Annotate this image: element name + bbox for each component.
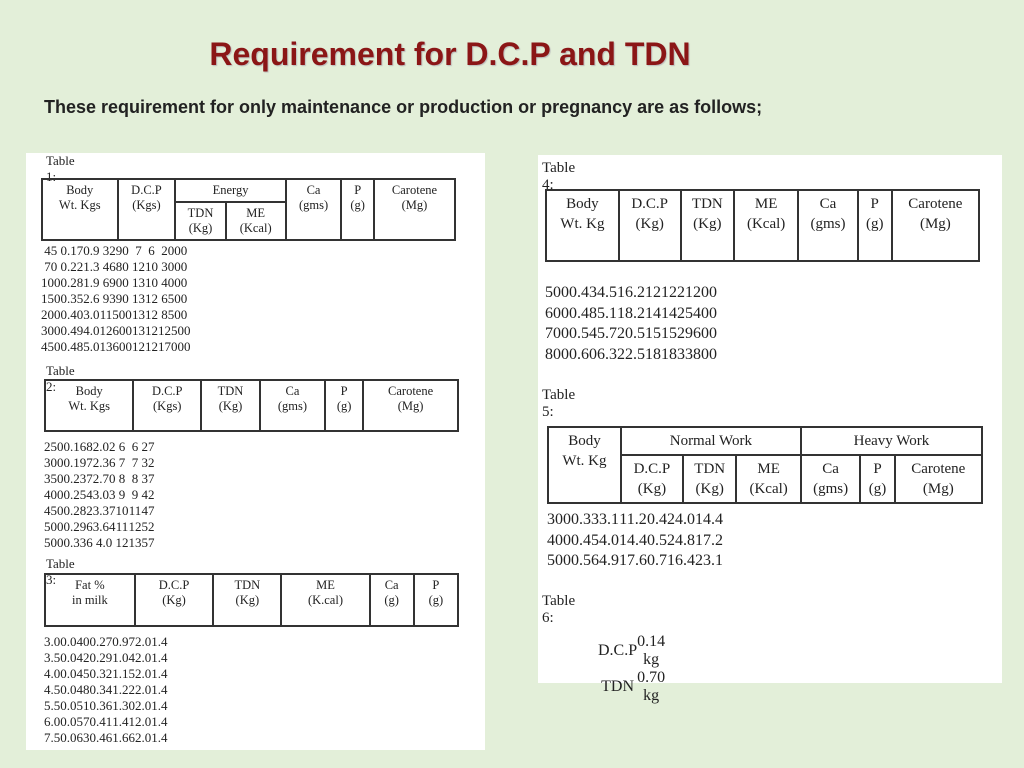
table-cell: 0.282 <box>63 503 93 518</box>
column-header: P (g) <box>860 455 894 503</box>
table-cell: 17000 <box>158 339 191 354</box>
table-cell: 10 <box>145 259 158 274</box>
column-header: ME (Kcal) <box>734 190 798 261</box>
table-cell: 11500 <box>99 307 132 322</box>
table-cell: 0.70 kg <box>637 669 666 704</box>
right-tables-image <box>538 155 1002 704</box>
table-cell: 400 <box>44 487 64 502</box>
table-cell: 12 <box>145 307 158 322</box>
table-row <box>44 519 155 535</box>
column-header: Ca (gms) <box>286 179 342 240</box>
table-cell: 6900 <box>102 275 129 290</box>
table-cell: 3.0 <box>44 634 61 649</box>
table-cell: 100 <box>41 275 61 290</box>
table-body <box>547 510 723 572</box>
table-cell: 1.41 <box>112 714 135 729</box>
column-header: Ca (gms) <box>798 190 857 261</box>
column-header: Carotene (Mg) <box>363 380 458 431</box>
table-row <box>44 698 168 714</box>
table-cell: 14.4 <box>695 511 723 529</box>
table-cell: 13 <box>132 291 145 306</box>
table-cell: 14 <box>661 304 677 322</box>
table-cell: 3.37 <box>92 503 116 518</box>
table-cell: 13 <box>132 307 145 322</box>
table-cell: 8 <box>131 471 139 486</box>
table-cell: 6 <box>118 439 126 454</box>
table-cell: 12 <box>132 259 145 274</box>
table-cell: 0.051 <box>60 698 90 713</box>
table-row <box>44 634 168 650</box>
table-row <box>598 633 665 669</box>
table-cell: 3290 <box>102 243 129 258</box>
table-cell: 0.48 <box>569 304 597 322</box>
table-row <box>547 510 723 531</box>
table-cell: 12 <box>132 339 145 354</box>
table-cell: 4.0 <box>96 535 113 550</box>
column-header: ME (K.cal) <box>281 574 369 626</box>
table-cell: 17.6 <box>619 552 647 570</box>
table-cell: 3.03 <box>92 487 116 502</box>
table-cell: 4.5 <box>597 284 617 302</box>
table-cell: 800 <box>545 346 569 364</box>
table-row <box>41 307 191 323</box>
column-header: Carotene (Mg) <box>895 455 982 503</box>
table-cell: TDN <box>601 678 634 695</box>
table-cell: 8500 <box>161 307 188 322</box>
table-cell: 0.28 <box>60 275 84 290</box>
table-cell: 0.34 <box>89 682 113 697</box>
table-cell: 0.042 <box>60 650 90 665</box>
table-body <box>44 634 168 746</box>
table-cell: 47 <box>141 503 155 518</box>
column-header: Ca (gms) <box>801 455 861 503</box>
column-header: Body Wt. Kgs <box>45 380 133 431</box>
column-header: P (g) <box>325 380 363 431</box>
table-cell: 0.237 <box>63 471 93 486</box>
table-cell: 1.4 <box>151 698 168 713</box>
column-header: D.C.P (Kg) <box>621 455 683 503</box>
table-cell: 52 <box>141 519 155 534</box>
table-row <box>44 682 168 698</box>
table-cell: 13 <box>132 323 145 338</box>
table-cell: 10 <box>115 503 129 518</box>
column-header: Body Wt. Kg <box>546 190 619 261</box>
table-label: Table 2: <box>46 363 75 394</box>
table-cell: 0.42 <box>647 511 675 529</box>
table-header <box>41 178 456 241</box>
table-row <box>41 339 191 355</box>
table-cell: 29600 <box>677 325 717 343</box>
table-cell: 6 <box>148 243 155 258</box>
table-cell: 1.66 <box>112 730 135 745</box>
table-cell: 5.1 <box>597 304 617 322</box>
table-cell: 18 <box>645 346 661 364</box>
table-cell: 0.9 <box>83 243 100 258</box>
table-cell: 350 <box>44 471 64 486</box>
table-cell: 500 <box>545 284 569 302</box>
table-cell: 11 <box>128 503 142 518</box>
table-header <box>44 379 459 432</box>
table-cell: 250 <box>44 439 64 454</box>
table-cell: 600 <box>545 304 569 322</box>
table-cell: 12500 <box>158 323 191 338</box>
table-row <box>41 323 191 339</box>
table-cell: 2.0 <box>135 698 152 713</box>
table-cell: 1.04 <box>112 650 135 665</box>
table-cell: 2000 <box>161 243 188 258</box>
column-header: Ca (gms) <box>260 380 325 431</box>
table-cell: 4.0 <box>44 666 61 681</box>
table-cell: 12 <box>145 291 158 306</box>
table-cell: 0.46 <box>89 730 113 745</box>
table-cell: 0.32 <box>89 666 113 681</box>
table-cell: 4.0 <box>675 511 695 529</box>
table-row <box>545 304 717 325</box>
table-cell: 500 <box>44 519 64 534</box>
table-cell: 3.0 <box>83 307 100 322</box>
table-cell: 0.40 <box>60 307 84 322</box>
table-cell: 3000 <box>161 259 188 274</box>
column-header: Carotene (Mg) <box>892 190 979 261</box>
table-cell: 4.5 <box>44 682 61 697</box>
table-cell: 6.4 <box>675 552 695 570</box>
table-cell: 12 <box>645 284 661 302</box>
table-cell: 4.0 <box>599 531 619 549</box>
table-cell: 0.27 <box>89 634 113 649</box>
table-cell: 500 <box>44 535 64 550</box>
column-header: ME (Kcal) <box>226 202 286 240</box>
table-cell: 1.4 <box>151 730 168 745</box>
table-row <box>41 275 191 291</box>
slide-subtitle: These requirement for only maintenance or production or pregnancy are as follows; <box>44 97 763 117</box>
table-cell: 1.4 <box>151 714 168 729</box>
table-cell: 11.2 <box>619 511 647 529</box>
column-header: TDN (Kg) <box>683 455 737 503</box>
table-cell: 13 <box>132 275 145 290</box>
table-cell: 1.4 <box>151 650 168 665</box>
table-cell: 200 <box>41 307 61 322</box>
table-label: Table 6: <box>542 593 576 626</box>
table-row <box>545 345 717 366</box>
column-header: ME (Kcal) <box>736 455 800 503</box>
table-cell: 0.254 <box>63 487 93 502</box>
column-header: Normal Work <box>621 427 801 455</box>
column-header: Ca (g) <box>370 574 414 626</box>
table-label: Table 3: <box>46 556 75 587</box>
table-row <box>547 551 723 572</box>
table-cell: 5.5 <box>44 698 61 713</box>
table-cell: 18.2 <box>617 304 645 322</box>
table-cell: 6 <box>131 439 139 454</box>
table-cell: 12 <box>145 339 158 354</box>
table-cell: 12 <box>115 535 129 550</box>
table-cell: 21200 <box>677 284 717 302</box>
column-header: D.C.P (Kgs) <box>118 179 176 240</box>
table-cell: 15 <box>645 325 661 343</box>
table-cell: 4680 <box>102 259 129 274</box>
table-cell: 0.045 <box>60 666 90 681</box>
table-row <box>41 291 191 307</box>
column-header: Fat % in milk <box>45 574 135 626</box>
column-header: TDN (Kg) <box>201 380 260 431</box>
table-row <box>44 730 168 746</box>
table-cell: 12 <box>128 519 142 534</box>
table-body <box>44 439 155 551</box>
table-cell: 4.8 <box>675 531 695 549</box>
table-row <box>44 650 168 666</box>
column-header: D.C.P (Kgs) <box>133 380 201 431</box>
table-cell: 10 <box>145 275 158 290</box>
table-cell: 7 <box>118 455 126 470</box>
table-cell: 0.41 <box>89 714 113 729</box>
table-row <box>545 283 717 304</box>
column-header: Heavy Work <box>801 427 982 455</box>
table-cell: 2.70 <box>92 471 116 486</box>
table-cell: 6.3 <box>597 346 617 364</box>
table-cell: 18 <box>661 346 677 364</box>
table-cell: 0.29 <box>89 650 113 665</box>
table-cell: 500 <box>547 552 571 570</box>
table-cell: 27 <box>141 439 155 454</box>
table-cell: 2.0 <box>135 666 152 681</box>
table-cell: 4000 <box>161 275 188 290</box>
table-cell: 1.9 <box>83 275 100 290</box>
column-header: TDN (Kg) <box>681 190 734 261</box>
table-cell: 0.45 <box>571 531 599 549</box>
table-cell: 3.1 <box>599 511 619 529</box>
table-cell: 22.5 <box>617 346 645 364</box>
table-cell: 6.0 <box>44 714 61 729</box>
table-row <box>545 324 717 345</box>
table-row <box>44 439 155 455</box>
table-cell: 20.5 <box>617 325 645 343</box>
table-cell: 4.0 <box>83 323 100 338</box>
table-cell: 300 <box>547 511 571 529</box>
table-cell: 0.057 <box>60 714 90 729</box>
table-cell: 14.4 <box>619 531 647 549</box>
table-cell: 33800 <box>677 346 717 364</box>
table-cell: 1.4 <box>151 634 168 649</box>
table-cell: 0.296 <box>63 519 93 534</box>
table-row <box>41 259 191 275</box>
table-cell: 12600 <box>99 323 132 338</box>
table-cell: 23.1 <box>695 552 723 570</box>
table-cell: 2.6 <box>83 291 100 306</box>
column-header: TDN (Kg) <box>175 202 225 240</box>
table-label: Table 4: <box>542 160 576 193</box>
table-cell: 2.36 <box>92 455 116 470</box>
column-header: P (g) <box>341 179 374 240</box>
table-cell: 150 <box>41 291 61 306</box>
table-cell: 400 <box>547 531 571 549</box>
table-row <box>44 535 155 551</box>
table-cell: 3.64 <box>92 519 116 534</box>
table-cell: 9 <box>118 487 126 502</box>
column-header: Body Wt. Kg <box>548 427 621 503</box>
table-cell: 0.54 <box>569 325 597 343</box>
table-cell: 1.22 <box>112 682 135 697</box>
table-cell: 13600 <box>99 339 132 354</box>
table-cell: 42 <box>141 487 155 502</box>
table-body <box>41 243 191 355</box>
table-cell: 57 <box>141 535 155 550</box>
table-cell: 9 <box>131 487 139 502</box>
table-cell: 45 <box>44 243 58 258</box>
table-cell: 1.4 <box>151 666 168 681</box>
table-label: Table 1: <box>46 153 75 184</box>
table-header <box>44 573 459 627</box>
table-cell: 700 <box>545 325 569 343</box>
table-row <box>41 243 191 259</box>
column-header: Body Wt. Kgs <box>42 179 118 240</box>
slide-title: Requirement for D.C.P and TDN <box>209 36 691 72</box>
column-header: P (g) <box>414 574 458 626</box>
table-cell: 2.0 <box>135 714 152 729</box>
table-cell: 17.2 <box>695 531 723 549</box>
table-cell: 13 <box>128 535 142 550</box>
table-row <box>547 531 723 552</box>
table-row <box>44 666 168 682</box>
table-cell: 1.3 <box>83 259 100 274</box>
table-cell: 0.43 <box>569 284 597 302</box>
table-cell: 0.60 <box>569 346 597 364</box>
table-cell: 0.197 <box>63 455 93 470</box>
table-cell: 32 <box>141 455 155 470</box>
table-body <box>545 283 717 365</box>
table-label: Table 5: <box>542 387 576 420</box>
table-cell: 3.5 <box>44 650 61 665</box>
table-row <box>44 503 155 519</box>
table-cell: 2.0 <box>135 634 152 649</box>
table-header <box>547 426 983 504</box>
table-header <box>545 189 980 262</box>
table-row <box>44 487 155 503</box>
table-cell: 14 <box>645 304 661 322</box>
table-cell: 2.0 <box>135 682 152 697</box>
left-tables-image <box>26 153 485 750</box>
table-cell: 8 <box>118 471 126 486</box>
table-cell: 450 <box>44 503 64 518</box>
table-cell: 0.048 <box>60 682 90 697</box>
table-cell: 0.36 <box>89 698 113 713</box>
table-cell: 1.30 <box>112 698 135 713</box>
table-cell: 0.71 <box>647 552 675 570</box>
table-cell: 12 <box>145 323 158 338</box>
table-cell: 300 <box>44 455 64 470</box>
table-cell: 0.48 <box>60 339 84 354</box>
table-cell: 70 <box>44 259 58 274</box>
table-cell: 5.0 <box>83 339 100 354</box>
table-cell: 4.9 <box>599 552 619 570</box>
table-cell: D.C.P <box>598 642 638 659</box>
table-cell: 0.040 <box>60 634 90 649</box>
table-cell: 12 <box>661 284 677 302</box>
table-cell: 15 <box>661 325 677 343</box>
table-cell: 2.0 <box>135 650 152 665</box>
table-cell: 11 <box>115 519 129 534</box>
table-cell: 6500 <box>161 291 188 306</box>
table-cell: 0.52 <box>647 531 675 549</box>
table-cell: 0.168 <box>63 439 93 454</box>
table-cell: 0.336 <box>63 535 93 550</box>
table-cell: 0.56 <box>571 552 599 570</box>
table-cell: 0.063 <box>60 730 90 745</box>
table-cell: 1.15 <box>112 666 135 681</box>
table-cell: 450 <box>41 339 61 354</box>
table-cell: 0.97 <box>112 634 135 649</box>
table-cell: 0.33 <box>571 511 599 529</box>
table-cell: 7 <box>131 455 139 470</box>
table-cell: 37 <box>141 471 155 486</box>
table-cell: 0.17 <box>60 243 84 258</box>
column-header: D.C.P (Kg) <box>619 190 681 261</box>
table-cell: 7 <box>135 243 142 258</box>
table-row <box>598 669 665 705</box>
table-row <box>44 471 155 487</box>
column-header: Energy <box>175 179 285 202</box>
table-cell: 0.49 <box>60 323 84 338</box>
table-cell: 0.14 kg <box>637 633 666 668</box>
table-row <box>44 714 168 730</box>
column-header: D.C.P (Kg) <box>135 574 214 626</box>
table-cell: 2.0 <box>135 730 152 745</box>
table-cell: 9390 <box>102 291 129 306</box>
table-body <box>598 633 665 705</box>
table-cell: 5.7 <box>597 325 617 343</box>
column-header: P (g) <box>858 190 892 261</box>
table-row <box>44 455 155 471</box>
table-cell: 25400 <box>677 304 717 322</box>
table-cell: 300 <box>41 323 61 338</box>
table-cell: 7.5 <box>44 730 61 745</box>
table-cell: 2.02 <box>92 439 116 454</box>
table-cell: 16.2 <box>617 284 645 302</box>
table-cell: 0.22 <box>60 259 84 274</box>
table-cell: 0.35 <box>60 291 84 306</box>
column-header: Carotene (Mg) <box>374 179 455 240</box>
table-cell: 1.4 <box>151 682 168 697</box>
column-header: TDN (Kg) <box>213 574 281 626</box>
